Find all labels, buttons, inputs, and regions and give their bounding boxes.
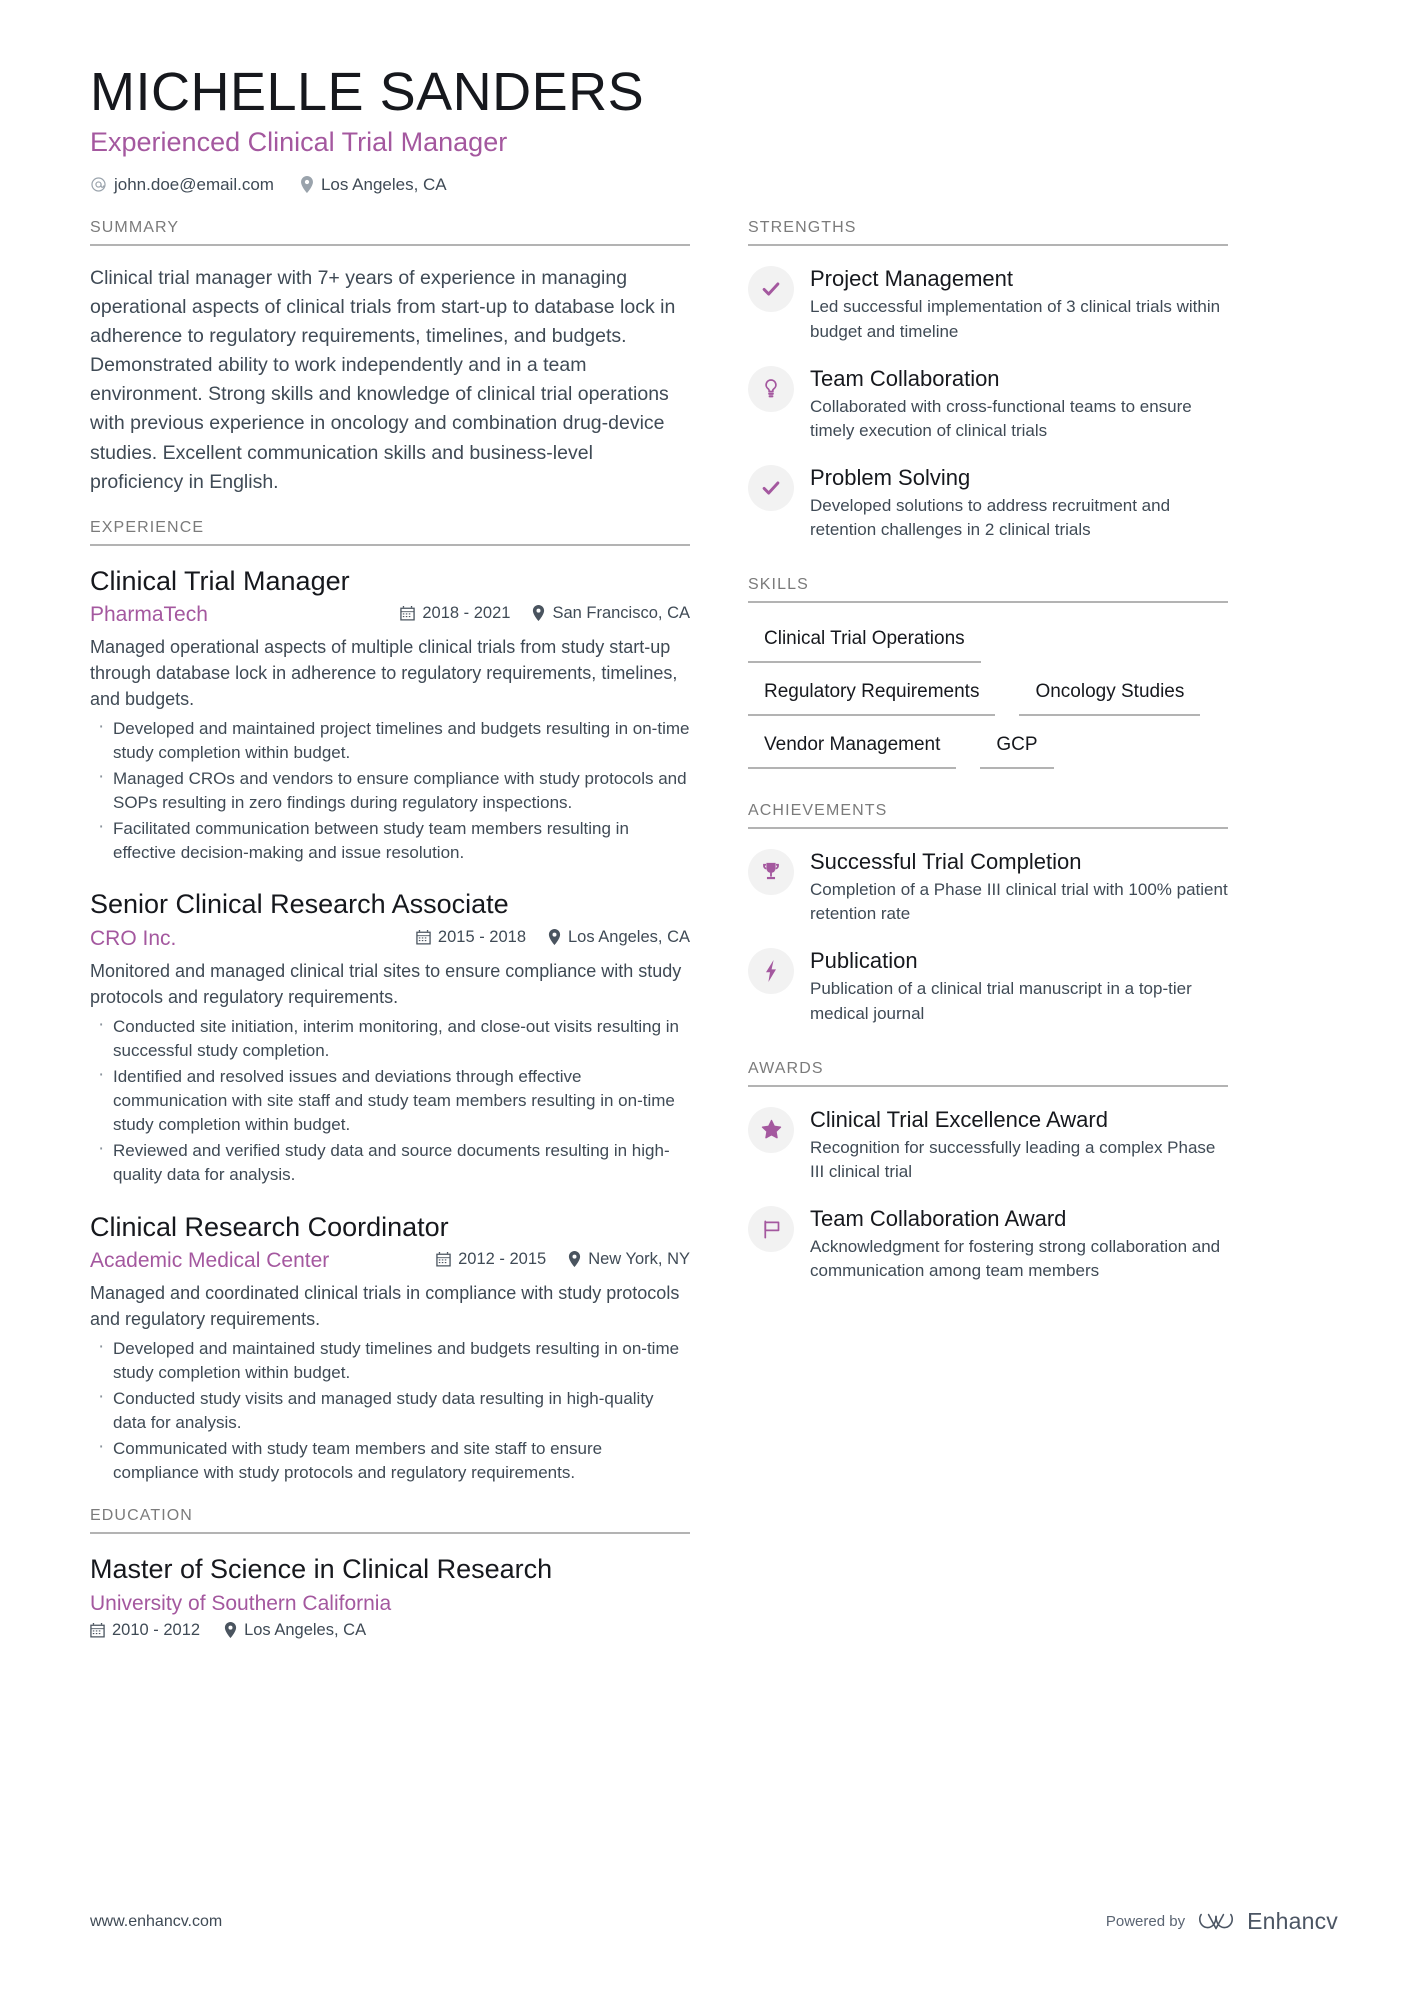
contact-location — [300, 176, 447, 193]
map-pin-icon — [300, 176, 314, 193]
strength-description: Led successful implementation of 3 clinical trials within budget and timeline — [810, 297, 1221, 341]
bullet-item: · Developed and maintained project timelines and budgets resulting in on-time study completion within budget. — [90, 717, 690, 765]
award-heading: Team Collaboration Award — [810, 1206, 1067, 1232]
strength-body — [810, 264, 1228, 343]
achievement-item — [748, 847, 1228, 926]
section-title-summary: SUMMARY — [90, 219, 180, 237]
section-title-experience: EXPERIENCE — [90, 518, 205, 536]
award-description: Acknowledgment for fostering strong collaboration and communication among team members — [810, 1237, 1221, 1281]
experience-dates-text: 2018 - 2021 — [422, 603, 511, 622]
bullet-item: · Conducted site initiation, interim monitoring, and close-out visits resulting in successful study completion. — [90, 1015, 690, 1063]
calendar-icon — [90, 1623, 105, 1638]
calendar-icon — [436, 1252, 451, 1267]
trophy-icon — [748, 849, 794, 895]
experience-location — [568, 1251, 690, 1268]
achievements-list — [748, 847, 1228, 1026]
section-divider — [90, 1532, 690, 1534]
education-entry — [90, 1552, 690, 1638]
section-title-strengths: STRENGTHS — [748, 219, 857, 237]
experience-description: Managed and coordinated clinical trials in compliance with study protocols and regulatory requirements. — [90, 1282, 680, 1329]
contact-location-text: Los Angeles, CA — [320, 175, 447, 195]
experience-job-title: Clinical Research Coordinator — [90, 1211, 449, 1242]
experience-meta-bits — [416, 929, 690, 946]
experience-meta-bits — [436, 1251, 690, 1268]
check-icon — [748, 266, 794, 312]
bullet-item: · Managed CROs and vendors to ensure compliance with study protocols and SOPs resulting in zero findings during regulatory inspections. — [90, 767, 690, 815]
experience-dates — [400, 605, 510, 622]
bullet-item: · Communicated with study team members and site staff to ensure compliance with study protocols and regulatory requirements. — [90, 1437, 690, 1485]
strength-body — [810, 463, 1228, 542]
section-strengths — [748, 219, 1228, 542]
bullet-item: · Facilitated communication between study team members resulting in effective decision-making and issue resolution. — [90, 817, 690, 865]
section-achievements — [748, 802, 1228, 1026]
calendar-icon — [400, 606, 415, 621]
flag-icon — [748, 1206, 794, 1252]
footer-branding — [1106, 1908, 1338, 1935]
contact-email[interactable] — [90, 176, 274, 193]
education-dates — [90, 1622, 200, 1639]
strength-item — [748, 463, 1228, 542]
section-divider — [90, 544, 690, 546]
candidate-name: MICHELLE SANDERS — [90, 62, 645, 122]
powered-by-label: Powered by — [1105, 1913, 1186, 1930]
experience-location — [548, 929, 690, 946]
strength-item — [748, 264, 1228, 343]
experience-dates — [416, 929, 526, 946]
right-column — [748, 219, 1228, 1303]
experience-company: CRO Inc. — [90, 926, 177, 950]
achievement-heading: Successful Trial Completion — [810, 848, 1082, 874]
strength-item — [748, 364, 1228, 443]
section-summary — [90, 219, 690, 496]
awards-list — [748, 1105, 1228, 1284]
resume-body — [90, 219, 1338, 1644]
resume-footer — [90, 1908, 1338, 1935]
achievement-body — [810, 847, 1228, 926]
bullet-item: · Identified and resolved issues and deviations through effective communication with site staff and study team members resulting in on-time study completion within budget. — [90, 1065, 690, 1137]
section-experience — [90, 519, 690, 1486]
contact-row — [90, 176, 1338, 193]
education-dates-text: 2010 - 2012 — [112, 1620, 201, 1639]
left-column — [90, 219, 690, 1644]
skill-tag: GCP — [980, 727, 1053, 769]
award-heading: Clinical Trial Excellence Award — [810, 1106, 1108, 1132]
strengths-list — [748, 264, 1228, 542]
section-divider — [748, 827, 1228, 829]
lightning-bolt-icon — [748, 948, 794, 994]
strength-description: Developed solutions to address recruitment and retention challenges in 2 clinical trials — [810, 496, 1171, 540]
experience-dates-text: 2012 - 2015 — [458, 1249, 547, 1268]
skill-tag: Clinical Trial Operations — [748, 621, 981, 663]
bullet-item: · Developed and maintained study timelines and budgets resulting in on-time study completion within budget. — [90, 1337, 690, 1385]
section-skills — [748, 576, 1228, 779]
map-pin-icon — [532, 605, 545, 621]
enhancv-brand-name: Enhancv — [1247, 1908, 1338, 1934]
experience-bullets — [90, 717, 690, 866]
experience-description: Monitored and managed clinical trial sites to ensure compliance with study protocols and regulatory requirements. — [90, 960, 682, 1007]
star-icon — [748, 1107, 794, 1153]
education-institution: University of Southern California — [90, 1591, 392, 1615]
award-item — [748, 1105, 1228, 1184]
strength-heading: Team Collaboration — [810, 365, 1000, 391]
award-item — [748, 1204, 1228, 1283]
experience-dates-text: 2015 - 2018 — [437, 927, 526, 946]
calendar-icon — [416, 930, 431, 945]
resume-header — [90, 62, 1338, 193]
achievement-description: Completion of a Phase III clinical trial with 100% patient retention rate — [810, 879, 1228, 924]
award-description: Recognition for successfully leading a complex Phase III clinical trial — [810, 1137, 1216, 1181]
experience-meta-bits — [400, 605, 690, 622]
bullet-item: · Conducted study visits and managed study data resulting in high-quality data for analysis. — [90, 1387, 690, 1435]
education-location — [224, 1622, 366, 1639]
experience-bullets — [90, 1015, 690, 1188]
experience-company: Academic Medical Center — [90, 1248, 330, 1272]
strength-heading: Project Management — [810, 266, 1013, 292]
experience-entry — [90, 1210, 690, 1486]
section-title-achievements: ACHIEVEMENTS — [748, 801, 888, 819]
experience-meta-row — [90, 1247, 690, 1274]
experience-job-title: Senior Clinical Research Associate — [90, 889, 509, 920]
map-pin-icon — [568, 1251, 581, 1267]
strength-description: Collaborated with cross-functional teams to ensure timely execution of clinical trials — [810, 396, 1192, 440]
enhancv-logo-icon — [1197, 1909, 1235, 1935]
award-body — [810, 1204, 1228, 1283]
experience-meta-row — [90, 925, 690, 952]
bullet-item: · Reviewed and verified study data and source documents resulting in high-quality data for analysis. — [90, 1139, 690, 1187]
at-sign-icon — [90, 176, 107, 193]
education-location-text: Los Angeles, CA — [244, 1620, 367, 1639]
section-title-education: EDUCATION — [90, 1507, 193, 1525]
candidate-job-title: Experienced Clinical Trial Manager — [90, 127, 508, 158]
skills-list — [748, 621, 1228, 779]
section-divider — [748, 1085, 1228, 1087]
skill-tag: Vendor Management — [748, 727, 956, 769]
experience-location-text: San Francisco, CA — [552, 603, 690, 622]
section-title-skills: SKILLS — [748, 576, 809, 594]
skill-tag: Oncology Studies — [1019, 674, 1200, 716]
education-degree: Master of Science in Clinical Research — [90, 1554, 553, 1585]
section-title-awards: AWARDS — [748, 1059, 824, 1077]
experience-company: PharmaTech — [90, 602, 208, 626]
experience-dates — [436, 1251, 546, 1268]
experience-bullets — [90, 1337, 690, 1486]
map-pin-icon — [548, 929, 561, 945]
strength-heading: Problem Solving — [810, 465, 971, 491]
check-icon — [748, 465, 794, 511]
section-education — [90, 1507, 690, 1638]
award-body — [810, 1105, 1228, 1184]
experience-meta-row — [90, 601, 690, 628]
achievement-description: Publication of a clinical trial manuscript in a top-tier medical journal — [810, 979, 1192, 1023]
skill-tag: Regulatory Requirements — [748, 674, 995, 716]
section-divider — [748, 244, 1228, 246]
experience-job-title: Clinical Trial Manager — [90, 565, 350, 596]
experience-location-text: Los Angeles, CA — [568, 927, 690, 946]
section-divider — [748, 601, 1228, 603]
education-meta-row — [90, 1622, 690, 1639]
experience-entry — [90, 564, 690, 866]
footer-website-url[interactable]: www.enhancv.com — [90, 1912, 223, 1930]
achievement-item — [748, 946, 1228, 1025]
achievement-body — [810, 946, 1228, 1025]
achievement-heading: Publication — [810, 948, 918, 974]
summary-text: Clinical trial manager with 7+ years of experience in managing operational aspects of clinical trials from start-up to database lock in adherence to regulatory requirements, timelines, and budgets. Demonstrated ability to work independently and in a team environment. Strong skills and knowledge of clinical trial operations with previous experience in oncology and combination drug-device studies. Excellent communication skills and business-level proficiency in English. — [90, 267, 676, 493]
lightbulb-icon — [748, 366, 794, 412]
strength-body — [810, 364, 1228, 443]
experience-entry — [90, 887, 690, 1187]
experience-location — [532, 605, 690, 622]
experience-description: Managed operational aspects of multiple clinical trials from study start-up through database lock in adherence to regulatory requirements, timelines, and budgets. — [90, 636, 678, 709]
map-pin-icon — [224, 1622, 237, 1638]
contact-email-text: john.doe@email.com — [114, 175, 274, 195]
experience-location-text: New York, NY — [588, 1249, 690, 1268]
section-awards — [748, 1060, 1228, 1284]
section-divider — [90, 244, 690, 246]
